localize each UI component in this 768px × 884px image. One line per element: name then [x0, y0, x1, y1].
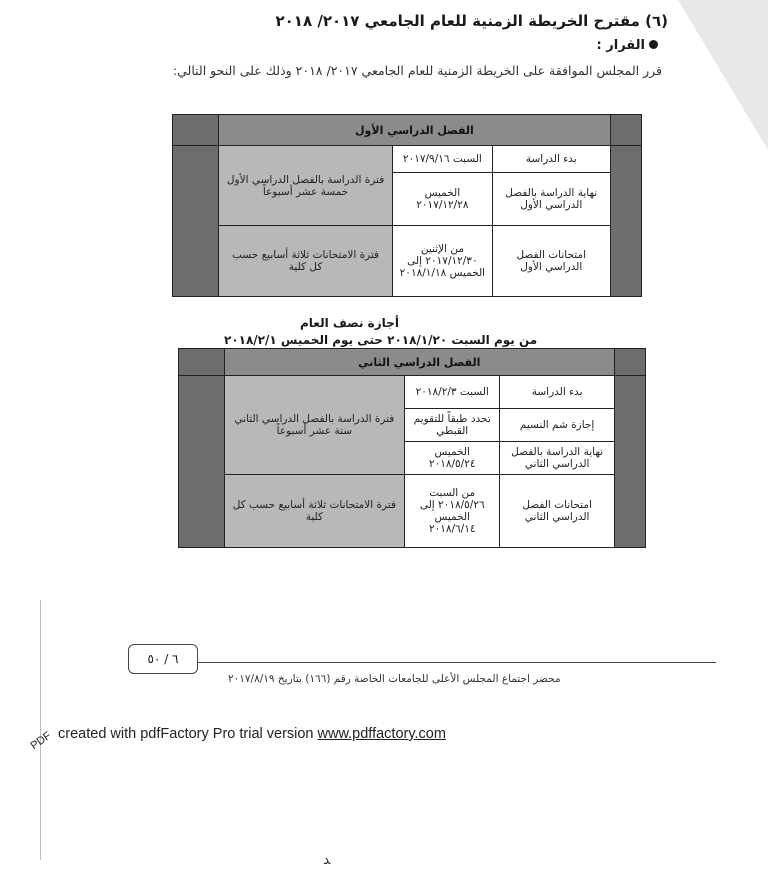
bullet-icon [649, 40, 658, 49]
term1-event-cell: بدء الدراسة [492, 146, 610, 173]
section-heading: (٦) مقترح الخريطة الزمنية للعام الجامعي ٢٠١٧/ ٢٠١٨ [275, 12, 668, 30]
term2-note-cell: فترة الدراسة بالفصل الدراسي الثاني ستة عشر أسبوعاً [224, 376, 404, 475]
term1-note-cell: فترة الدراسة بالفصل الدراسي الأول خمسة عشر أسبوعاً [219, 146, 392, 226]
term2-event-cell: امتحانات الفصل الدراسي الثاني [500, 475, 614, 548]
term2-side-bar-left [179, 376, 225, 548]
term2-date-cell: الخميس ٢٠١٨/٥/٢٤ [405, 442, 500, 475]
table-row [173, 226, 642, 297]
term1-header-edge [610, 115, 641, 146]
term2-table [178, 348, 646, 548]
pdf-watermark-text: created with pdfFactory Pro trial version [58, 726, 314, 742]
footer-divider [198, 662, 716, 663]
term2-date-cell: السبت ٢٠١٨/٢/٣ [405, 376, 500, 409]
midyear-title: أجازة نصف العام [300, 316, 399, 330]
term1-event-cell: نهاية الدراسة بالفصل الدراسي الأول [492, 173, 610, 226]
page-bottom-mark: ﺪ [323, 852, 331, 868]
page-corner-fold [678, 0, 768, 150]
term1-date-cell: السبت ٢٠١٧/٩/١٦ [392, 146, 492, 173]
term1-note-cell: فترة الامتحانات ثلاثة أسابيع حسب كل كلية [219, 226, 392, 297]
pdf-watermark [28, 726, 446, 753]
term2-note-cell: فترة الامتحانات ثلاثة أسابيع حسب كل كلية [224, 475, 404, 548]
pdf-watermark-prefix: PDF [28, 729, 54, 753]
page-number-box: ٦ / ٥٠ [128, 644, 198, 674]
term2-header-edge [614, 349, 645, 376]
term2-header-row [179, 349, 646, 376]
decision-label-text: القرار : [596, 38, 645, 53]
term2-side-bar [614, 376, 645, 548]
term2-date-cell: من السبت ٢٠١٨/٥/٢٦ إلى الخميس ٢٠١٨/٦/١٤ [405, 475, 500, 548]
decision-paragraph: قرر المجلس الموافقة على الخريطة الزمنية للعام الجامعي ٢٠١٧/ ٢٠١٨ وذلك على النحو التالي: [172, 63, 662, 78]
table-row [179, 475, 646, 548]
term1-header-row [173, 115, 642, 146]
term2-event-cell: نهاية الدراسة بالفصل الدراسي الثاني [500, 442, 614, 475]
table-row [173, 146, 642, 173]
term2-event-cell: إجازة شم النسيم [500, 409, 614, 442]
pdffactory-link[interactable]: www.pdffactory.com [317, 726, 446, 742]
term1-side-bar-left [173, 146, 219, 297]
footer-minutes: محضر اجتماع المجلس الأعلى للجامعات الخاصة رقم (١٦٦) بتاريخ ٢٠١٧/٨/١٩ [228, 673, 561, 685]
table-row [179, 376, 646, 409]
term1-table [172, 114, 642, 297]
term2-event-cell: بدء الدراسة [500, 376, 614, 409]
term2-header-edge-left [179, 349, 225, 376]
term1-date-cell: الخميس ٢٠١٧/١٢/٢٨ [392, 173, 492, 226]
term2-date-cell: تحدد طبقاً للتقويم القبطي [405, 409, 500, 442]
decision-label [597, 38, 658, 53]
midyear-period: من يوم السبت ٢٠١٨/١/٢٠ حتى يوم الخميس ٢٠١٨/٢/١ [224, 333, 538, 347]
term1-side-bar [610, 146, 641, 297]
term1-title: الفصل الدراسي الأول [219, 115, 610, 146]
term1-header-edge-left [173, 115, 219, 146]
term1-date-cell: من الإثنين ٢٠١٧/١٢/٣٠ إلى الخميس ٢٠١٨/١/١٨ [392, 226, 492, 297]
term2-title: الفصل الدراسي الثاني [224, 349, 614, 376]
term1-event-cell: امتحانات الفصل الدراسي الأول [492, 226, 610, 297]
